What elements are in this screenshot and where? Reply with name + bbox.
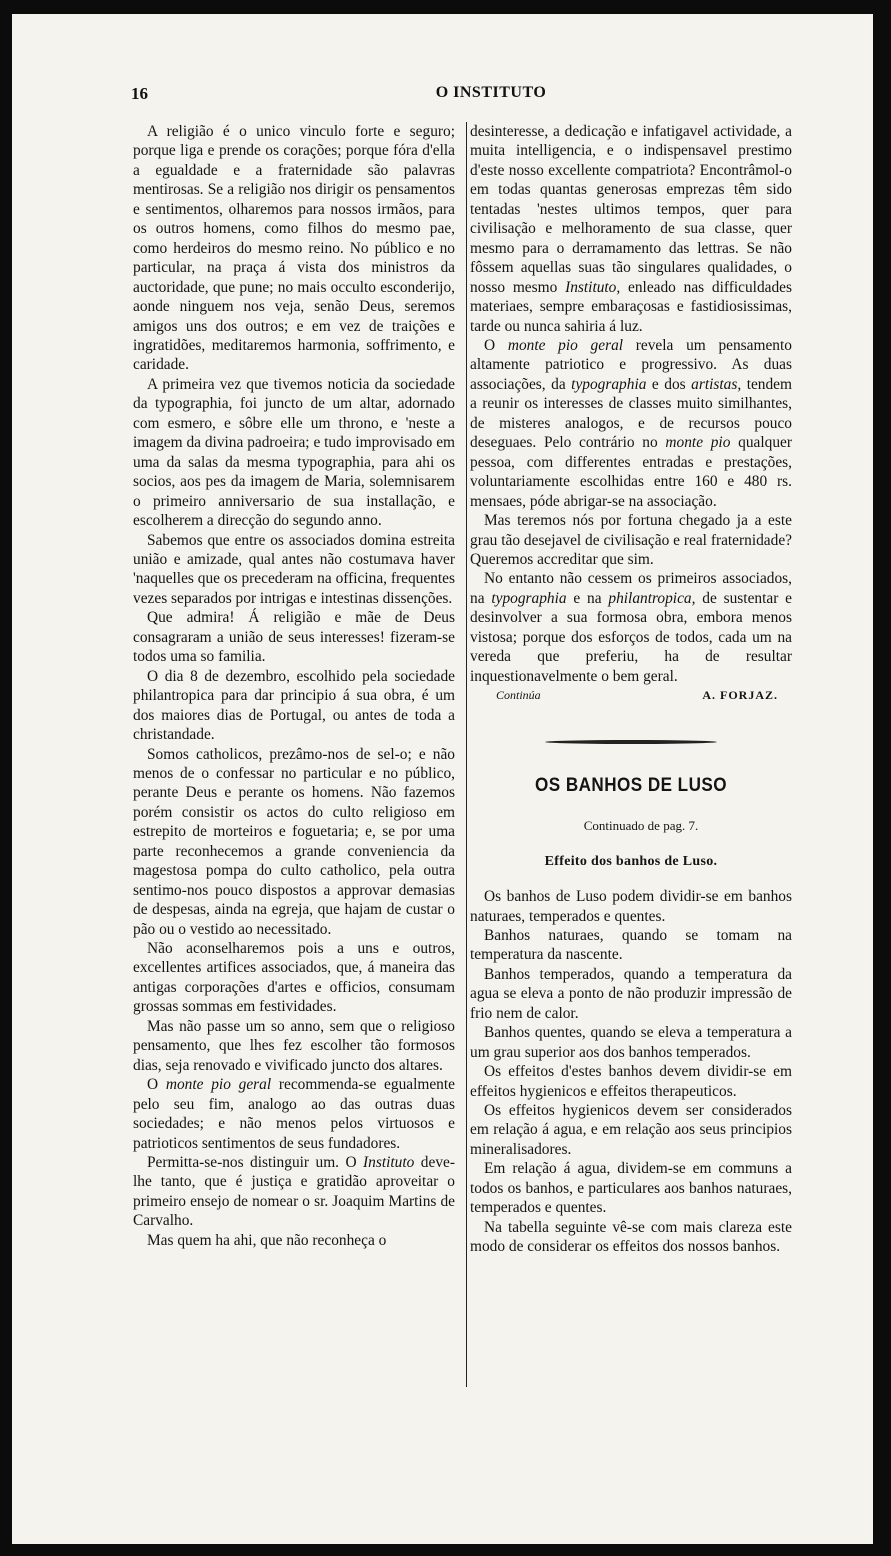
continua-label: Continúa	[496, 688, 541, 703]
column-rule	[466, 122, 467, 1387]
paragraph: Banhos naturaes, quando se tomam na temperatura da nascente.	[470, 926, 792, 964]
italic-run: monte pio geral	[165, 1076, 272, 1094]
paragraph-continuation	[470, 122, 792, 336]
paragraph: Sabemos que entre os associados domina estreita união e amizade, qual antes não costumava haver 'naquelles que os precederam na officina, frequentes vezes separados por intrigas e intestinas dissenções.	[133, 531, 455, 607]
paragraph: Banhos temperados, quando a temperatura da agua se eleva a ponto de não produzir impressão de frio nem de calor.	[470, 965, 792, 1022]
text-run: Permitta-se-nos distinguir um. O	[147, 1154, 357, 1172]
italic-run: Instituto	[363, 1154, 415, 1172]
paragraph: Em relação á agua, dividem-se em communs a todos os banhos, e particulares aos banhos naturaes, temperados e quentes.	[470, 1160, 792, 1217]
text-run: No entanto não cessem os primeiros associados, na	[470, 570, 792, 607]
text-run: e na	[573, 589, 602, 607]
right-column	[470, 122, 792, 1257]
text-run: e dos	[651, 375, 686, 393]
paragraph: Mas quem ha ahi, que não reconheça o	[147, 1231, 387, 1249]
continued-note: Continuado de pag. 7.	[583, 818, 699, 834]
paragraph: Somos catholicos, prezâmo-nos de sel-o; e não menos de o confessar no particular e no público, perante Deus e perante os homens. Não fazemos porém consistir os actos do culto religioso em estrepito de morteiros e foguetaria; e, se por uma parte reconhecemos a grande conveniencia da magestosa pompa do culto catholico, pela outra sentimo-nos pouco dispostos a approvar demasias de despesas, ainda na egreja, que hajam de custar o pão ou o vestido ao necessitado.	[133, 745, 455, 938]
paragraph: A religião é o unico vinculo forte e seguro; porque liga e prende os corações; porque fóra d'ella a egualdade e a fraternidade são palavras mentirosas. Se a religião nos dirigir os pensamentos e sentimentos, olharemos para nossos irmãos, para os outros homens, como filhos do mesmo pae, como herdeiros do mesmo reino. No público e no particular, na praça á vista dos ministros da auctoridade, que pune; no mais occulto esconderijo, aonde ninguem nos veja, senão Deus, seremos amigos uns dos outros; e em vez de traições e ingratidões, meditaremos harmonia, soffrimento, e caridade.	[133, 123, 455, 374]
paragraph: Na tabella seguinte vê-se com mais clareza este modo de considerar os effeitos dos nossos banhos.	[470, 1218, 792, 1256]
page-header	[131, 84, 811, 110]
text-run: revela um pensamento altamente patriotico e progressivo. As duas associações, da	[470, 336, 792, 393]
italic-run: artistas,	[691, 375, 742, 393]
italic-run: philantropica,	[608, 589, 696, 607]
text-run: O	[484, 336, 496, 354]
article-signoff	[470, 686, 792, 704]
page-number: 16	[131, 84, 148, 103]
text-run: desinteresse, a dedicação e infatigavel actividade, a muita intelligencia, e o indispensavel prestimo d'este nosso excellente compatriota? Encontrâmol-o em todas quantas generosas emprezas têm sido tentadas 'nestes ultimos tempos, quer para civilisação e melhoramento de sua classe, quer mesmo para o derramamento das lettras. Se não fôssem aquellas suas tão singulares qualidades, o nosso mesmo	[470, 123, 792, 296]
text-run: O	[147, 1076, 159, 1094]
text-run: qualquer pessoa, com differentes entradas e prestações, voluntariamente escolhidas entre 160 e 480 rs. mensaes, póde abrigar-se na associação.	[470, 434, 792, 510]
left-column	[133, 122, 455, 1250]
journal-title: O INSTITUTO	[435, 84, 547, 101]
paragraph: Os effeitos d'estes banhos devem dividir-se em effeitos hygienicos e effeitos therapeuticos.	[470, 1063, 792, 1100]
paragraph: Banhos quentes, quando se eleva a temperatura a um grau superior aos dos banhos temperados.	[470, 1024, 792, 1061]
paragraph-no-entanto	[470, 569, 792, 686]
text-run: enleado nas difficuldades materiaes, sempre embaraçosas e fastidiosissimas, tarde ou nunca sahiria á luz.	[470, 278, 792, 335]
paragraph: Os effeitos hygienicos devem ser considerados em relação á agua, e em relação aos seus principios mineralisadores.	[470, 1102, 792, 1158]
ornamental-divider	[470, 738, 792, 746]
text-run: tendem a reunir os interesses de classes muito similhantes, de misteres analogos, e de recursos pouco deseguaes. Pelo contrário no	[470, 375, 792, 452]
paragraph: Os banhos de Luso podem dividir-se em banhos naturaes, temperados e quentes.	[470, 888, 792, 925]
paragraph-monte-pio-geral	[470, 336, 792, 511]
paragraph: Não aconselharemos pois a uns e outros, excellentes artifices associados, que, á maneira das antigas corporações d'artes e officios, consumam grossas sommas em festividades.	[133, 940, 455, 1016]
paragraph-monte-pio	[133, 1075, 455, 1153]
newspaper-page	[12, 14, 873, 1544]
text-run: de sustentar e desinvolver a sua formosa obra, embora menos vistosa; porque dos esforços de todos, cada um na vereda que preferiu, ha de resultar inquestionavelmente o bem geral.	[470, 589, 792, 685]
italic-run: typographia	[491, 589, 567, 607]
paragraph: O dia 8 de dezembro, escolhido pela sociedade philantropica para dar principio á sua obra, é um dos maiores dias de Portugal, ou antes de toda a christandade.	[133, 667, 455, 744]
paragraph-permitta	[133, 1153, 455, 1231]
italic-run: Instituto,	[565, 278, 621, 296]
paragraph: Que admira! Á religião e mãe de Deus consagraram a união de seus interesses! fizeram-se todos uma so familia.	[133, 609, 455, 666]
subheading: Effeito dos banhos de Luso.	[544, 853, 718, 869]
paragraph: Mas não passe um so anno, sem que o religioso pensamento, que lhes fez escolher tão formosos dias, seja renovado e vivificado juncto dos altares.	[133, 1017, 455, 1074]
section-title: OS BANHOS DE LUSO	[535, 775, 727, 797]
italic-run: typographia	[571, 375, 647, 393]
divider-line	[546, 741, 716, 743]
text-run: deve-lhe tanto, que é justiça e gratidão aproveitar o primeiro ensejo de nomear o sr. Joaquim Martins de Carvalho.	[133, 1154, 455, 1230]
paragraph: Mas teremos nós por fortuna chegado ja a este grau tão desejavel de civilisação e real fraternidade? Queremos accreditar que sim.	[470, 512, 792, 568]
text-run: recommenda-se egualmente pelo seu fim, analogo ao das outras duas sociedades; e não menos pelos virtuosos e patrioticos sentimentos de seus fundadores.	[133, 1076, 455, 1152]
paragraph: A primeira vez que tivemos noticia da sociedade da typographia, foi juncto de um altar, adornado com esmero, e sôbre elle um throno, e 'neste a imagem da divina padroeira; e tudo improvisado em uma da salas da mesma typographia, para ahi os socios, aos pes da imagem de Maria, solemnisarem o primeiro anniversario de sua installação, e escolherem a direcção do segundo anno.	[133, 375, 455, 530]
italic-run: monte pio geral	[507, 336, 624, 354]
italic-run: monte pio	[665, 434, 731, 452]
author-name: A. FORJAZ.	[702, 688, 778, 703]
